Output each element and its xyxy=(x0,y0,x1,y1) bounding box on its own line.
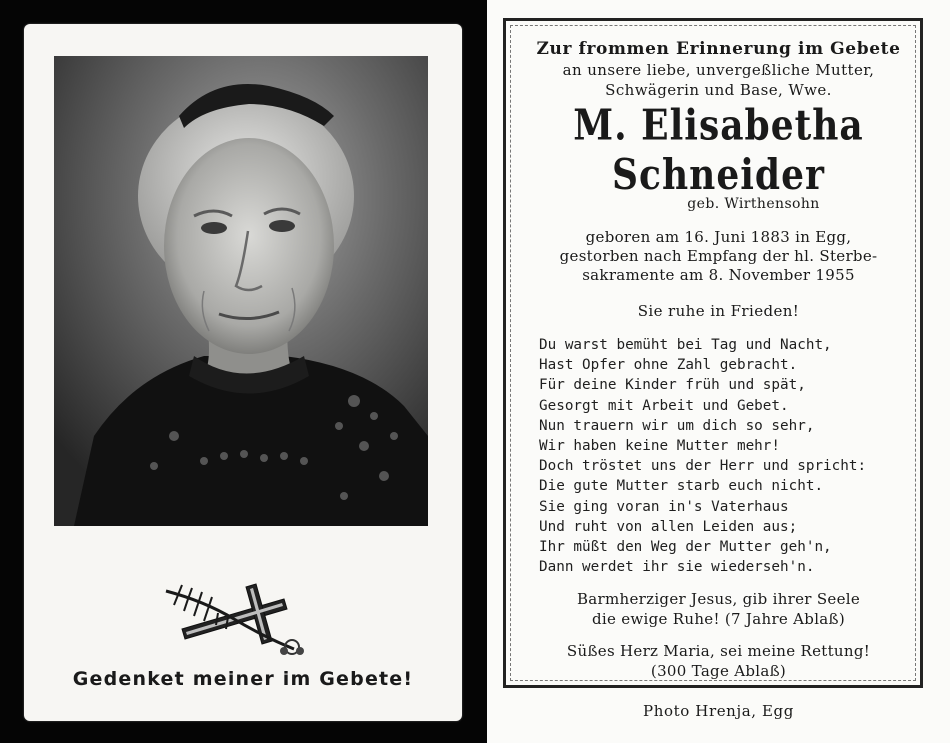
poem-line: Doch tröstet uns der Herr und spricht: xyxy=(539,458,867,475)
prayer-mary-line-1: Süßes Herz Maria, sei meine Rettung! xyxy=(566,642,871,661)
memorial-caption: Gedenket meiner im Gebete! xyxy=(72,668,414,690)
poem-line: Ihr müßt den Weg der Mutter geh'n, xyxy=(539,539,832,556)
poem-line: Sie ging voran in's Vaterhaus xyxy=(539,498,789,515)
memorial-text-card xyxy=(487,0,950,743)
poem-line: Gesorgt mit Arbeit und Gebet. xyxy=(539,397,789,414)
date-line-1: geboren am 16. Juni 1883 in Egg, xyxy=(585,228,852,246)
prayer-jesus xyxy=(487,589,950,629)
life-dates xyxy=(487,228,950,285)
photo-credit: Photo Hrenja, Egg xyxy=(643,702,794,720)
prayer-mary xyxy=(487,641,950,681)
poem-line: Wir haben keine Mutter mehr! xyxy=(539,438,781,455)
date-line-2: gestorben nach Empfang der hl. Sterbe- xyxy=(559,247,878,265)
poem-line: Und ruht von allen Leiden aus; xyxy=(539,518,798,535)
portrait-photo xyxy=(54,56,428,526)
poem-line: Nun trauern wir um dich so sehr, xyxy=(539,417,815,434)
intro-line-2: Schwägerin und Base, Wwe. xyxy=(605,81,832,99)
date-line-3: sakramente am 8. November 1955 xyxy=(582,266,855,284)
memorial-text-content xyxy=(487,38,950,681)
poem-line: Du warst bemüht bei Tag und Nacht, xyxy=(539,337,832,353)
memorial-photo-card xyxy=(24,24,462,721)
poem-line: Dann werdet ihr sie wiederseh'n. xyxy=(539,559,815,576)
memorial-poem xyxy=(487,335,950,577)
header-dedication: Zur frommen Erinnerung im Gebete xyxy=(536,39,901,59)
prayer-jesus-line-2: die ewige Ruhe! (7 Jahre Ablaß) xyxy=(591,610,846,629)
rest-in-peace: Sie ruhe in Frieden! xyxy=(637,302,800,320)
poem-line: Die gute Mutter starb euch nicht. xyxy=(539,478,824,495)
cross-and-palm-emblem xyxy=(164,579,319,659)
intro-line-1: an unsere liebe, unvergeßliche Mutter, xyxy=(562,61,875,79)
prayer-mary-line-2: (300 Tage Ablaß) xyxy=(650,662,787,681)
birth-name: geb. Wirthensohn xyxy=(687,196,820,212)
poem-line: Hast Opfer ohne Zahl gebracht. xyxy=(539,357,798,374)
poem-line: Für deine Kinder früh und spät, xyxy=(539,377,806,394)
portrait-illustration xyxy=(54,56,428,526)
deceased-name: M. Elisabetha Schneider xyxy=(573,100,864,200)
prayer-jesus-line-1: Barmherziger Jesus, gib ihrer Seele xyxy=(576,590,861,609)
